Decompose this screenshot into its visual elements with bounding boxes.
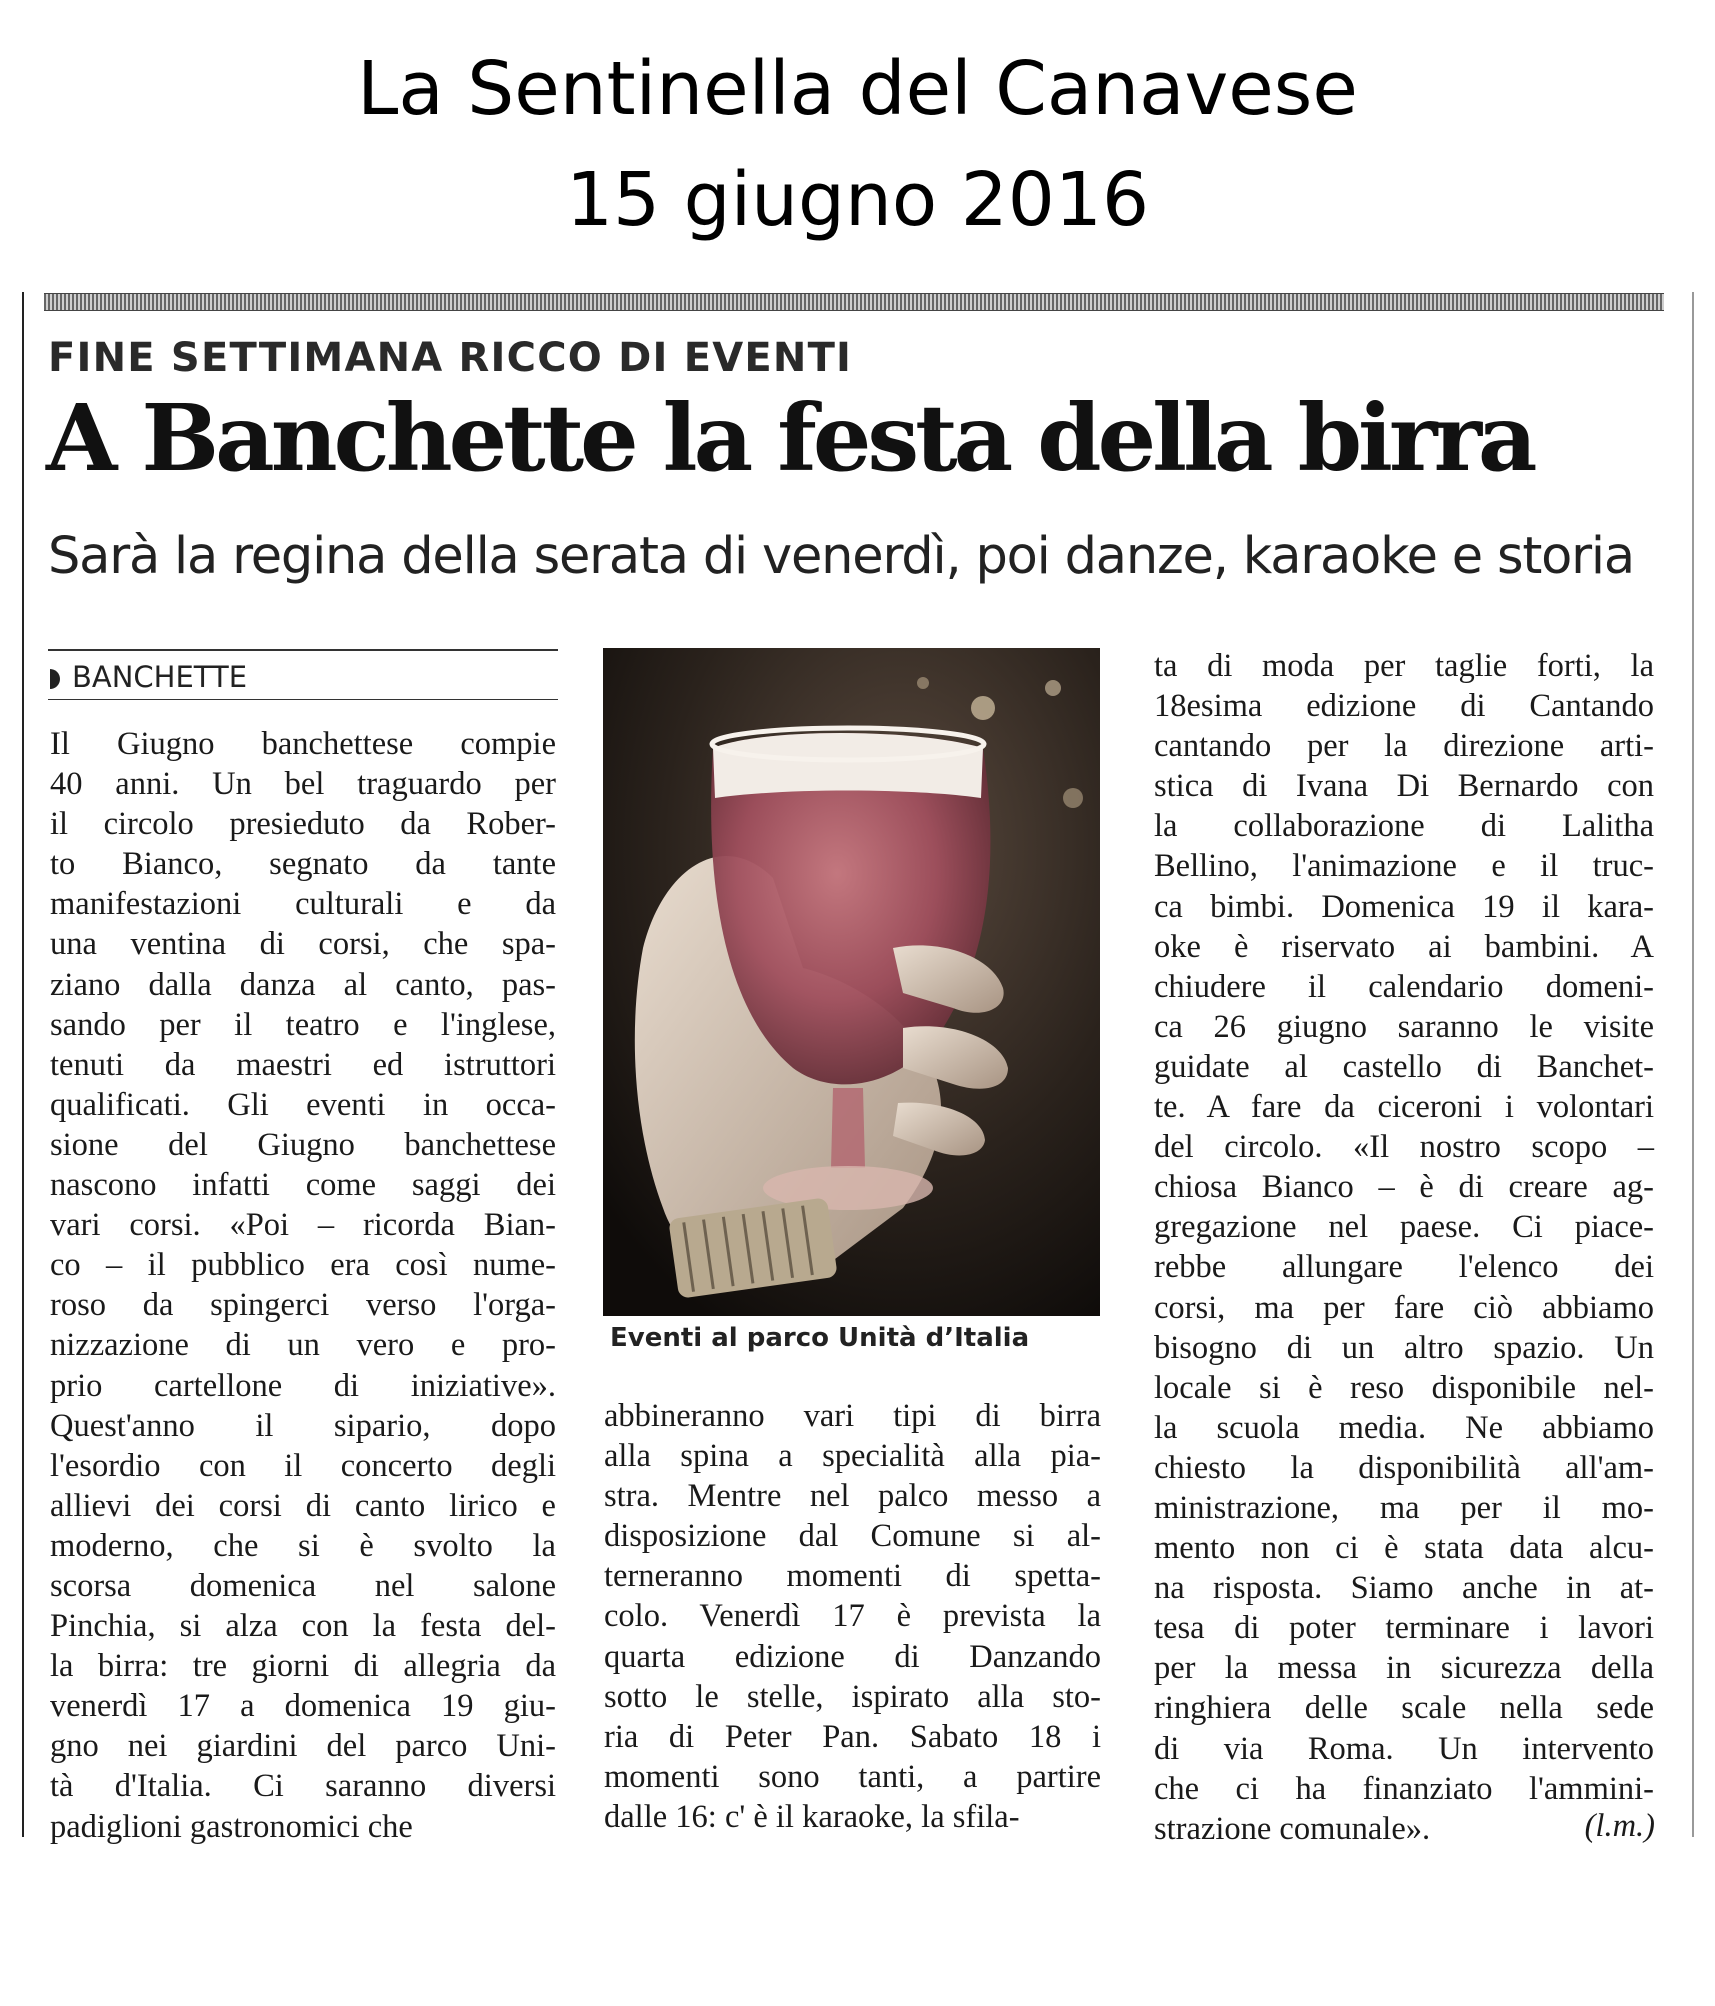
article-text-line: padiglioni gastronomici che <box>50 1808 413 1845</box>
article-text-line: per la messa in sicurezza della <box>1154 1650 1654 1687</box>
photo-caption: Eventi al parco Unità d’Italia <box>610 1323 1030 1353</box>
article-text-line: ministrazione, ma per il mo- <box>1154 1489 1654 1526</box>
article-text-line: colo. Venerdì 17 è prevista la <box>604 1598 1101 1635</box>
article-text-line: la birra: tre giorni di allegria da <box>50 1648 556 1685</box>
article-text-line: 18esima edizione di Cantando <box>1154 688 1654 725</box>
article-text-line: te. A fare da ciceroni i volontari <box>1154 1089 1654 1126</box>
article-text-line: dalle 16: c' è il karaoke, la sfila- <box>604 1798 1020 1835</box>
article-headline: A Banchette la festa della birra <box>46 384 1534 492</box>
article-text-line: 40 anni. Un bel traguardo per <box>50 766 556 803</box>
article-text-line: tenuti da maestri ed istruttori <box>50 1046 556 1083</box>
publication-title: La Sentinella del Canavese <box>357 46 1358 132</box>
article-text-line: tà d'Italia. Ci saranno diversi <box>50 1768 556 1805</box>
article-text-line: prio cartellone di iniziative». <box>50 1367 556 1404</box>
article-text-line: manifestazioni culturali e da <box>50 886 556 923</box>
article-text-line: alla spina a specialità alla pia- <box>604 1438 1101 1475</box>
article-text-line: l'esordio con il concerto degli <box>50 1447 556 1484</box>
article-text-line: sotto le stelle, ispirato alla sto- <box>604 1678 1101 1715</box>
article-text-line: una ventina di corsi, che spa- <box>50 926 556 963</box>
article-text-line: locale si è reso disponibile nel- <box>1154 1369 1654 1406</box>
article-text-line: nizzazione di un vero e pro- <box>50 1327 556 1364</box>
article-text-line: tesa di poter terminare i lavori <box>1154 1610 1654 1647</box>
article-text-line: guidate al castello di Banchet- <box>1154 1048 1654 1085</box>
article-text-line: allievi dei corsi di canto lirico e <box>50 1487 556 1524</box>
article-text-line: qualificati. Gli eventi in occa- <box>50 1086 556 1123</box>
article-text-line: gno nei giardini del parco Uni- <box>50 1728 556 1765</box>
article-text-line: di via Roma. Un intervento <box>1154 1730 1654 1767</box>
article-column-2 <box>604 1396 1101 1837</box>
article-text-line: terneranno momenti di spetta- <box>604 1558 1101 1595</box>
column1-top-rule <box>48 649 558 651</box>
article-text-line: ta di moda per taglie forti, la <box>1154 648 1654 684</box>
article-text-line: stra. Mentre nel palco messo a <box>604 1478 1101 1515</box>
article-text-line: quarta edizione di Danzando <box>604 1638 1101 1675</box>
clipping-right-edge <box>1692 292 1694 1837</box>
article-kicker: FINE SETTIMANA RICCO DI EVENTI <box>48 335 853 381</box>
dateline-text: BANCHETTE <box>72 660 248 694</box>
article-text-line: roso da spingerci verso l'orga- <box>50 1287 556 1324</box>
article-text-line: vari corsi. «Poi – ricorda Bian- <box>50 1207 556 1244</box>
section-hatch-bar <box>44 293 1664 311</box>
article-text-line: sando per il teatro e l'inglese, <box>50 1006 556 1043</box>
article-text-line: ria di Peter Pan. Sabato 18 i <box>604 1718 1101 1755</box>
dateline-marker-icon <box>50 669 60 689</box>
article-text-line: ringhiera delle scale nella sede <box>1154 1690 1654 1727</box>
article-text-line: mento non ci è stata data alcu- <box>1154 1530 1654 1567</box>
article-text-line: momenti sono tanti, a partire <box>604 1758 1101 1795</box>
article-text-line: ca 26 giugno saranno le visite <box>1154 1008 1654 1045</box>
clipping-left-edge <box>22 292 24 1837</box>
article-text-line: abbineranno vari tipi di birra <box>604 1398 1101 1434</box>
article-text-line: la scuola media. Ne abbiamo <box>1154 1409 1654 1446</box>
article-text-line: Quest'anno il sipario, dopo <box>50 1407 556 1444</box>
article-text-line: sione del Giugno banchettese <box>50 1126 556 1163</box>
article-text-line: gregazione nel paese. Ci piace- <box>1154 1209 1654 1246</box>
dateline <box>50 660 247 694</box>
article-text-line: bisogno di un altro spazio. Un <box>1154 1329 1654 1366</box>
article-text-line: na risposta. Siamo anche in at- <box>1154 1570 1654 1607</box>
article-text-line: venerdì 17 a domenica 19 giu- <box>50 1688 556 1725</box>
article-column-3 <box>1154 646 1654 1849</box>
article-photo <box>603 648 1100 1316</box>
article-subheadline: Sarà la regina della serata di venerdì, poi danze, karaoke e storia <box>48 527 1634 586</box>
article-text-line: ca bimbi. Domenica 19 il kara- <box>1154 888 1654 925</box>
article-text-line: ziano dalla danza al canto, pas- <box>50 966 556 1003</box>
article-text-line: Bellino, l'animazione e il truc- <box>1154 848 1654 885</box>
article-text-line: moderno, che si è svolto la <box>50 1527 556 1564</box>
article-text-line: disposizione dal Comune si al- <box>604 1518 1101 1555</box>
article-text-line: chiosa Bianco – è di creare ag- <box>1154 1169 1654 1206</box>
article-text-line: Pinchia, si alza con la festa del- <box>50 1608 556 1645</box>
column1-dateline-rule <box>48 699 558 700</box>
article-text-line: corsi, ma per fare ciò abbiamo <box>1154 1289 1654 1326</box>
beer-glass-photo <box>603 648 1100 1316</box>
article-text-line: scorsa domenica nel salone <box>50 1567 556 1604</box>
article-text-line: chiesto la disponibilità all'am- <box>1154 1449 1654 1486</box>
article-text-line: to Bianco, segnato da tante <box>50 846 556 883</box>
article-text-line: nascono infatti come saggi dei <box>50 1167 556 1204</box>
article-text-line: il circolo presieduto da Rober- <box>50 806 556 843</box>
article-text-line: stica di Ivana Di Bernardo con <box>1154 768 1654 805</box>
article-text-line: del circolo. «Il nostro scopo – <box>1154 1129 1654 1166</box>
article-text-line: cantando per la direzione arti- <box>1154 728 1654 765</box>
article-text-line: strazione comunale». <box>1154 1810 1431 1847</box>
article-text-line: che ci ha finanziato l'ammini- <box>1154 1770 1654 1807</box>
article-column-1 <box>50 724 556 1847</box>
article-text-line: Il Giugno banchettese compie <box>50 726 556 762</box>
author-signature: (l.m.) <box>1584 1808 1655 1844</box>
publication-date: 15 giugno 2016 <box>565 157 1150 243</box>
article-text-line: la collaborazione di Lalitha <box>1154 808 1654 845</box>
article-text-line: rebbe allungare l'elenco dei <box>1154 1249 1654 1286</box>
article-text-line: oke è riservato ai bambini. A <box>1154 928 1654 965</box>
article-text-line: chiudere il calendario domeni- <box>1154 968 1654 1005</box>
article-text-line: co – il pubblico era così nume- <box>50 1247 556 1284</box>
